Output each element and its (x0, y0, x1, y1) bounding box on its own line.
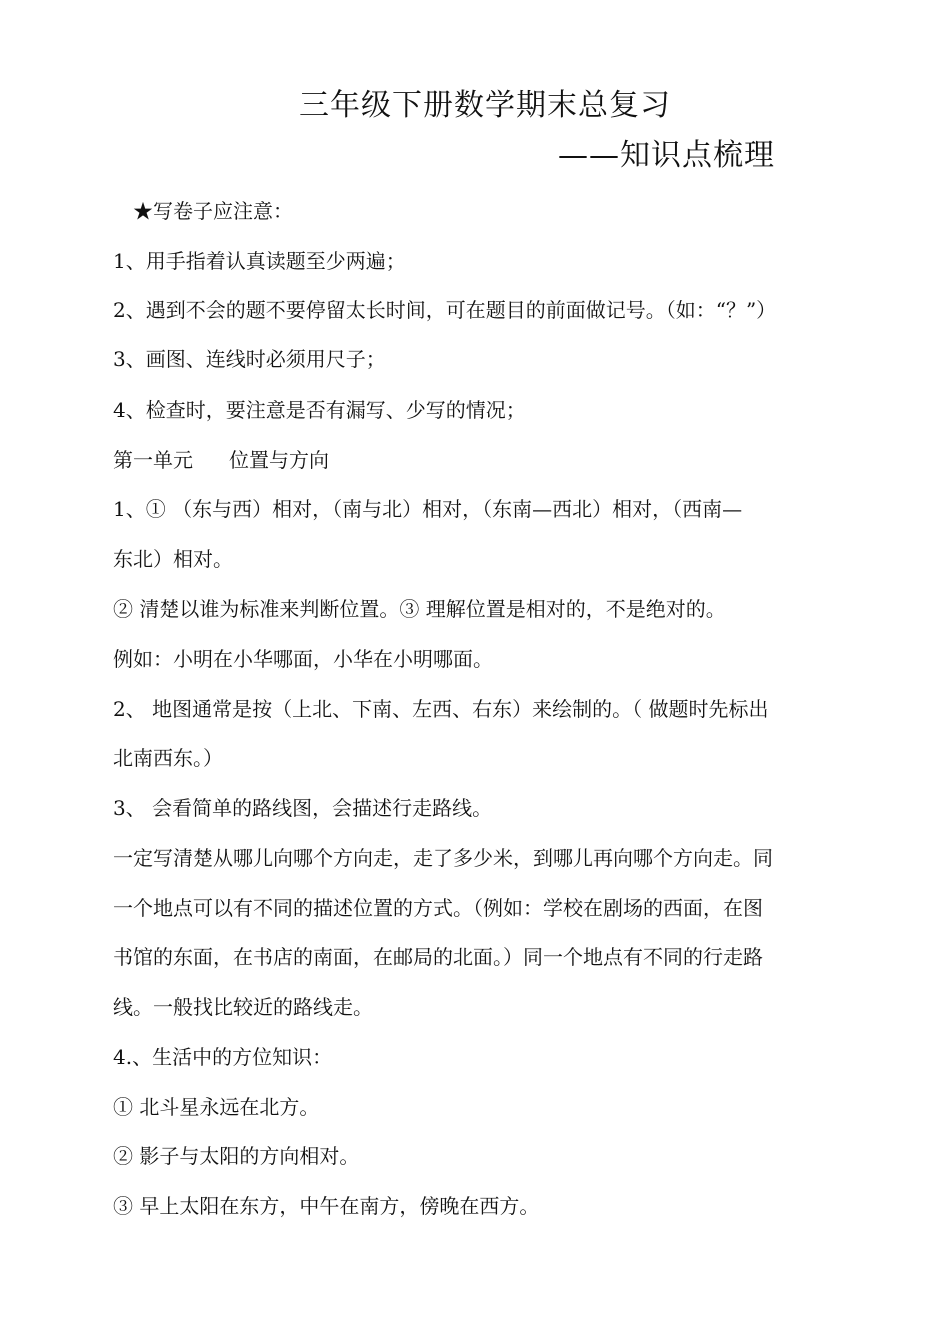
text-line: 一定写清楚从哪儿向哪个方向走，走了多少米，到哪儿再向哪个方向走。同 (113, 846, 773, 870)
text-line: 2、 地图通常是按（上北、下南、左西、右东）来绘制的。（ 做题时先标出 (113, 697, 769, 721)
text-line: 北南西东。） (113, 746, 223, 770)
notice-item-4: 4、检查时，要注意是否有漏写、少写的情况； (113, 398, 526, 422)
text-line: ② 影子与太阳的方向相对。 (113, 1144, 360, 1168)
text-line: 4.、生活中的方位知识： (113, 1045, 333, 1069)
document-subtitle: ——知识点梳理 (558, 138, 775, 173)
unit-name: 位置与方向 (229, 448, 329, 472)
text-line: 1、① （东与西）相对，（南与北）相对，（东南—西北）相对，（西南— (113, 497, 743, 521)
text-line: 例如：小明在小华哪面，小华在小明哪面。 (113, 647, 493, 671)
notice-item-2: 2、遇到不会的题不要停留太长时间，可在题目的前面做记号。（如：“？”） (113, 298, 777, 322)
text-line: 一个地点可以有不同的描述位置的方式。（例如：学校在剧场的西面，在图 (113, 896, 763, 920)
unit-heading (113, 445, 329, 475)
notice-item-3: 3、画图、连线时必须用尺子； (113, 347, 386, 371)
text-line: 书馆的东面，在书店的南面，在邮局的北面。）同一个地点有不同的行走路 (113, 945, 763, 969)
notice-item-1: 1、用手指着认真读题至少两遍； (113, 249, 406, 273)
unit-label: 第一单元 (113, 448, 193, 472)
text-line: ② 清楚以谁为标准来判断位置。③ 理解位置是相对的，不是绝对的。 (113, 597, 726, 621)
text-line: 东北）相对。 (113, 547, 233, 571)
text-line: 线。一般找比较近的路线走。 (113, 995, 373, 1019)
document-title: 三年级下册数学期末总复习 (299, 88, 671, 123)
notice-heading: ★写卷子应注意： (133, 199, 293, 223)
text-line: 3、 会看简单的路线图，会描述行走路线。 (113, 796, 493, 820)
text-line: ① 北斗星永远在北方。 (113, 1095, 320, 1119)
text-line: ③ 早上太阳在东方，中午在南方，傍晚在西方。 (113, 1194, 540, 1218)
